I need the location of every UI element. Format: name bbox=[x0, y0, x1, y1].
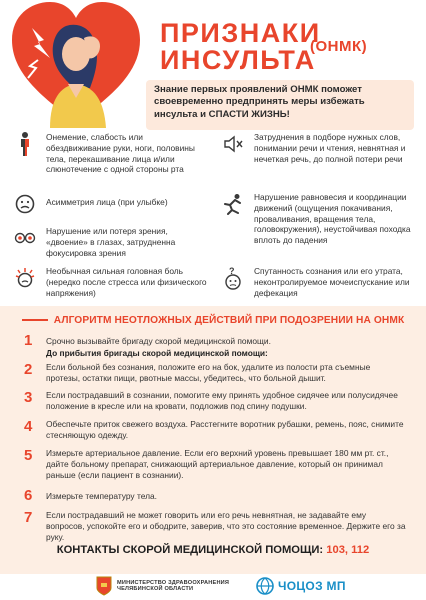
confused-face-icon bbox=[222, 266, 244, 290]
symptom-item bbox=[14, 192, 210, 216]
step-number: 4 bbox=[24, 418, 33, 435]
step-text: Если пострадавший не может говорить или его речь невнятная, не задавайте ему вопросов, успокойте его и ободрите, заверив, что это состояние временное. Держите его за руку. bbox=[46, 510, 406, 542]
title-bar-decoration bbox=[22, 319, 48, 321]
step-number: 2 bbox=[24, 361, 33, 378]
symptom-item bbox=[222, 266, 414, 298]
symptom-text: Затруднения в подборе нужных слов, понимании речи и чтения, невнятная и нечеткая речь, до полной потери речи bbox=[254, 132, 406, 164]
step-number: 6 bbox=[24, 487, 33, 504]
center-name: ЧОЦОЗ МП bbox=[278, 579, 346, 593]
ministry-name bbox=[117, 580, 229, 593]
heart-illustration bbox=[10, 0, 142, 128]
step-item bbox=[24, 488, 406, 503]
symptom-text: Онемение, слабость или обездвиживание руки, ноги, половины тела, перекашивание лица и/или слюнотечение с одной стороны рта bbox=[46, 132, 195, 175]
ministry-logo-block bbox=[96, 576, 229, 596]
footer bbox=[0, 574, 426, 600]
falling-person-icon bbox=[222, 192, 244, 216]
step-text: Измерьте артериальное давление. Если его верхний уровень превышает 180 мм рт. ст., дайте больному препарат, снижающий артериальное давление, который он принимал раньше (если пациент в сознании). bbox=[46, 448, 389, 480]
title-line-1: ПРИЗНАКИ bbox=[160, 18, 321, 48]
center-logo-block bbox=[256, 577, 346, 595]
symptom-item bbox=[14, 266, 210, 298]
sad-face-icon bbox=[14, 192, 36, 216]
coat-of-arms-icon bbox=[96, 576, 112, 596]
symptom-text: Нарушение или потеря зрения, «двоение» в глазах, затрудненна фокусировка зрения bbox=[46, 226, 176, 258]
symptom-item bbox=[14, 226, 210, 258]
intro-text: Знание первых проявлений ОНМК поможет своевременно предпринять меры избежать инсульта и СПАСТИ ЖИЗНЬ! bbox=[146, 80, 414, 130]
contacts-label: КОНТАКТЫ СКОРОЙ МЕДИЦИНСКОЙ ПОМОЩИ: bbox=[56, 544, 324, 556]
algorithm-title bbox=[0, 315, 426, 326]
step-text: Срочно вызывайте бригаду скорой медицинской помощи. bbox=[46, 336, 271, 346]
page-title bbox=[160, 18, 368, 75]
symptom-item bbox=[222, 132, 414, 164]
step-text: Обеспечьте приток свежего воздуха. Расстегните воротник рубашки, ремень, пояс, снимите стесняющую одежду. bbox=[46, 419, 404, 440]
step-text: Если больной без сознания, положите его на бок, удалите из полости рта съемные протезы, остатки пищи, рвотные массы, убедитесь, что больной дышит. bbox=[46, 362, 371, 383]
symptom-item bbox=[14, 132, 210, 175]
mute-speaker-icon bbox=[222, 132, 244, 156]
symptoms-grid bbox=[14, 132, 414, 306]
step-number: 3 bbox=[24, 389, 33, 406]
step-item bbox=[24, 448, 406, 481]
symptom-text: Спутанность сознания или его утрата, неконтролируемое мочеиспускание или дефекация bbox=[254, 266, 410, 298]
emergency-contacts bbox=[0, 544, 426, 556]
symptom-text: Асимметрия лица (при улыбке) bbox=[46, 197, 168, 207]
body-weakness-icon bbox=[14, 132, 36, 156]
title-abbreviation: (ОНМК) bbox=[310, 38, 368, 55]
ministry-line-2: ЧЕЛЯБИНСКОЙ ОБЛАСТИ bbox=[117, 586, 194, 592]
step-number: 7 bbox=[24, 509, 33, 526]
step-item bbox=[24, 510, 406, 543]
step-text: Измерьте температуру тела. bbox=[46, 491, 157, 501]
step-item bbox=[24, 362, 406, 384]
step-number: 5 bbox=[24, 447, 33, 464]
step-item bbox=[24, 419, 406, 441]
algorithm-section bbox=[0, 306, 426, 574]
symptom-text: Необычная сильная головная боль (нередко после стресса или физического напряжения) bbox=[46, 266, 207, 298]
ministry-line-1: МИНИСТЕРСТВО ЗДРАВООХРАНЕНИЯ bbox=[117, 579, 230, 586]
algorithm-subheading: До прибытия бригады скорой медицинской помощи: bbox=[46, 348, 268, 358]
eyes-icon bbox=[14, 226, 36, 250]
svg-text:?: ? bbox=[229, 266, 235, 276]
symptom-item bbox=[222, 192, 414, 246]
symptom-text: Нарушение равновесия и координации движений (ощущения покачивания, проваливания, вращения тела, головокружения), неустойчивая походка вплоть до падения bbox=[254, 192, 411, 245]
headache-icon bbox=[14, 266, 36, 290]
step-text: Если пострадавший в сознании, помогите ему принять удобное сидячее или полусидячее положение в кресле или на кровати, подложив под спину подушки. bbox=[46, 390, 398, 411]
algorithm-title-text: АЛГОРИТМ НЕОТЛОЖНЫХ ДЕЙСТВИЙ ПРИ ПОДОЗРЕНИИ НА ОНМК bbox=[53, 315, 405, 326]
step-item bbox=[24, 333, 406, 348]
globe-logo-icon bbox=[256, 577, 274, 595]
step-number: 1 bbox=[24, 332, 33, 349]
title-line-2: ИНСУЛЬТА bbox=[160, 45, 316, 75]
step-item bbox=[24, 390, 406, 412]
emergency-phones: 103, 112 bbox=[326, 544, 370, 556]
